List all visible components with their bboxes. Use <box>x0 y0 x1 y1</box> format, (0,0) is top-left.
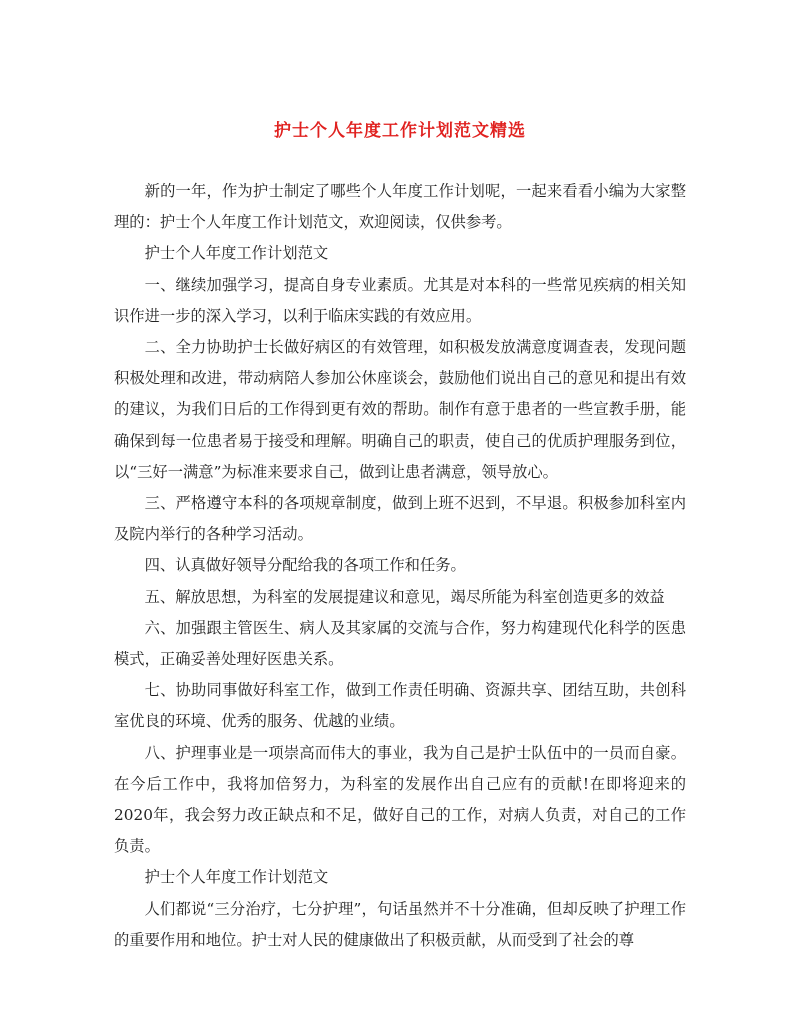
closing-paragraph: 人们都说“三分治疗，七分护理”，句话虽然并不十分准确，但却反映了护理工作的重要作用和地位。护士对人民的健康做出了积极贡献，从而受到了社会的尊 <box>114 899 686 949</box>
item-paragraph-7: 七、协助同事做好科室工作，做到工作责任明确、资源共享、团结互助，共创科室优良的环境、优秀的服务、优越的业绩。 <box>114 681 686 731</box>
item-paragraph-3: 三、严格遵守本科的各项规章制度，做到上班不迟到，不早退。积极参加科室内及院内举行的各种学习活动。 <box>114 494 686 544</box>
item-paragraph-1: 一、继续加强学习，提高自身专业素质。尤其是对本科的一些常见疾病的相关知识作进一步的深入学习，以利于临床实践的有效应用。 <box>114 275 686 325</box>
item-paragraph-2: 二、全力协助护士长做好病区的有效管理，如积极发放满意度调查表，发现问题积极处理和改进，带动病陪人参加公休座谈会，鼓励他们说出自己的意见和提出有效的建议，为我们日后的工作得到更有效的帮助。制作有意于患者的一些宣教手册，能确保到每一位患者易于接受和理解。明确自己的职责，使自己的优质护理服务到位，以“三好一满意”为标准来要求自己，做到让患者满意，领导放心。 <box>114 338 686 481</box>
item-paragraph-5: 五、解放思想，为科室的发展提建议和意见，竭尽所能为科室创造更多的效益 <box>144 587 665 606</box>
item-paragraph-6: 六、加强跟主管医生、病人及其家属的交流与合作，努力构建现代化科学的医患模式，正确妥善处理好医患关系。 <box>114 618 686 669</box>
document-title: 护士个人年度工作计划范文精选 <box>274 121 526 141</box>
intro-paragraph: 新的一年，作为护士制定了哪些个人年度工作计划呢，一起来看看小编为大家整理的：护士个人年度工作计划范文，欢迎阅读，仅供参考。 <box>114 182 686 232</box>
section-heading: 护士个人年度工作计划范文 <box>144 244 329 263</box>
item-paragraph-8: 八、护理事业是一项崇高而伟大的事业，我为自己是护士队伍中的一员而自豪。在今后工作中，我将加倍努力，为科室的发展作出自己应有的贡献!在即将迎来的2020年，我会努力改正缺点和不足，做好自己的工作，对病人负责，对自己的工作负责。 <box>114 743 686 856</box>
document-body <box>114 176 686 956</box>
item-paragraph-4: 四、认真做好领导分配给我的各项工作和任务。 <box>144 556 466 575</box>
section-heading-2: 护士个人年度工作计划范文 <box>144 868 329 887</box>
